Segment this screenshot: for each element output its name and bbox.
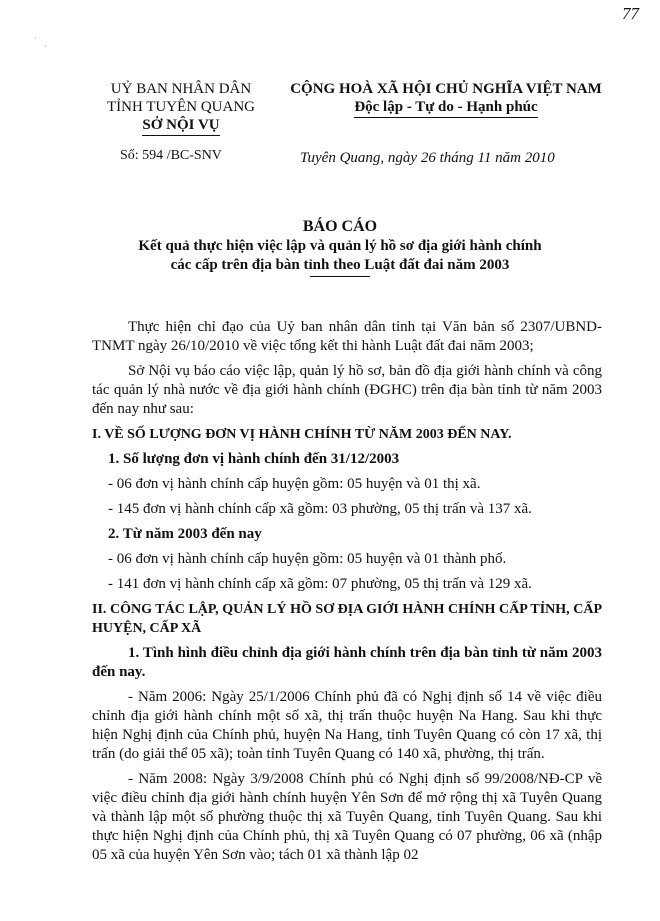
agency-line-3: SỞ NỘI VỤ	[142, 116, 219, 136]
subsection-heading-3: 1. Tình hình điều chỉnh địa giới hành chính trên địa bàn tỉnh từ năm 2003 đến nay.	[92, 645, 602, 680]
document-date: Tuyên Quang, ngày 26 tháng 11 năm 2010	[300, 150, 555, 166]
report-title	[70, 216, 610, 277]
motto-line-2: Độc lập - Tự do - Hạnh phúc	[354, 98, 537, 118]
report-body	[92, 318, 602, 871]
title-sub-1: Kết quả thực hiện việc lập và quản lý hồ sơ địa giới hành chính	[138, 238, 542, 254]
paragraph-intro: Sở Nội vụ báo cáo việc lập, quản lý hồ sơ, bản đồ địa giới hành chính và công tác quản lý nhà nước về địa giới hành chính (ĐGHC) trên địa bàn tỉnh từ năm 2003 đến nay như sau:	[92, 363, 602, 417]
title-underline	[310, 276, 370, 277]
paragraph-directive: Thực hiện chỉ đạo của Uỷ ban nhân dân tỉnh tại Văn bản số 2307/UBND-TNMT ngày 26/10/2010 về việc tổng kết thi hành Luật đất đai năm 2003;	[92, 319, 602, 354]
agency-line-2: TỈNH TUYÊN QUANG	[106, 99, 256, 115]
issuing-agency	[96, 80, 266, 136]
list-item: - 145 đơn vị hành chính cấp xã gồm: 03 phường, 05 thị trấn và 137 xã.	[108, 501, 532, 517]
agency-line-1: UỶ BAN NHÂN DÂN	[110, 81, 252, 97]
subsection-heading-1: 1. Số lượng đơn vị hành chính đến 31/12/2003	[108, 451, 400, 467]
list-item: - 06 đơn vị hành chính cấp huyện gồm: 05 huyện và 01 thị xã.	[108, 476, 481, 492]
paragraph-2006: - Năm 2006: Ngày 25/1/2006 Chính phủ đã có Nghị định số 14 về việc điều chỉnh địa giới hành chính một số xã, thị trấn thuộc huyện Na Hang. Sau khi thực hiện Nghị định của Chính phủ, huyện Na Hang, tỉnh Tuyên Quang có còn 17 xã, thị trấn (do giải thể 05 xã); toàn tỉnh Tuyên Quang có 140 xã, phường, thị trấn.	[92, 689, 602, 762]
section-heading-2: II. CÔNG TÁC LẬP, QUẢN LÝ HỒ SƠ ĐỊA GIỚI HÀNH CHÍNH CẤP TỈNH, CẤP HUYỆN, CẤP XÃ	[92, 602, 602, 636]
section-heading-1: I. VỀ SỐ LƯỢNG ĐƠN VỊ HÀNH CHÍNH TỪ NĂM 2003 ĐẾN NAY.	[92, 427, 512, 442]
national-motto	[276, 80, 616, 118]
list-item: - 141 đơn vị hành chính cấp xã gồm: 07 phường, 05 thị trấn và 129 xã.	[108, 576, 532, 592]
paragraph-2008: - Năm 2008: Ngày 3/9/2008 Chính phủ có Nghị định số 99/2008/NĐ-CP về việc điều chỉnh địa giới hành chính huyện Yên Sơn để mở rộng thị xã Tuyên Quang và thành lập một số phường thuộc thị xã Tuyên Quang, tỉnh Tuyên Quang. Sau khi thực hiện Nghị định của Chính phủ, thị xã Tuyên Quang có 07 phường, 06 xã (nhập 05 xã của huyện Yên Sơn vào; tách 01 xã thành lập 02	[92, 771, 602, 863]
scan-speck: ˙	[34, 36, 37, 45]
title-sub-2: các cấp trên địa bàn tỉnh theo Luật đất đai năm 2003	[170, 257, 510, 273]
list-item: - 06 đơn vị hành chính cấp huyện gồm: 05 huyện và 01 thành phố.	[108, 551, 507, 567]
page-number: 77	[622, 4, 639, 23]
scan-speck: ·	[44, 42, 47, 51]
subsection-heading-2: 2. Từ năm 2003 đến nay	[108, 526, 262, 542]
title-main: BÁO CÁO	[302, 218, 378, 235]
motto-line-1: CỘNG HOÀ XÃ HỘI CHỦ NGHĨA VIỆT NAM	[290, 81, 602, 97]
document-number: Số: 594 /BC-SNV	[120, 148, 222, 163]
